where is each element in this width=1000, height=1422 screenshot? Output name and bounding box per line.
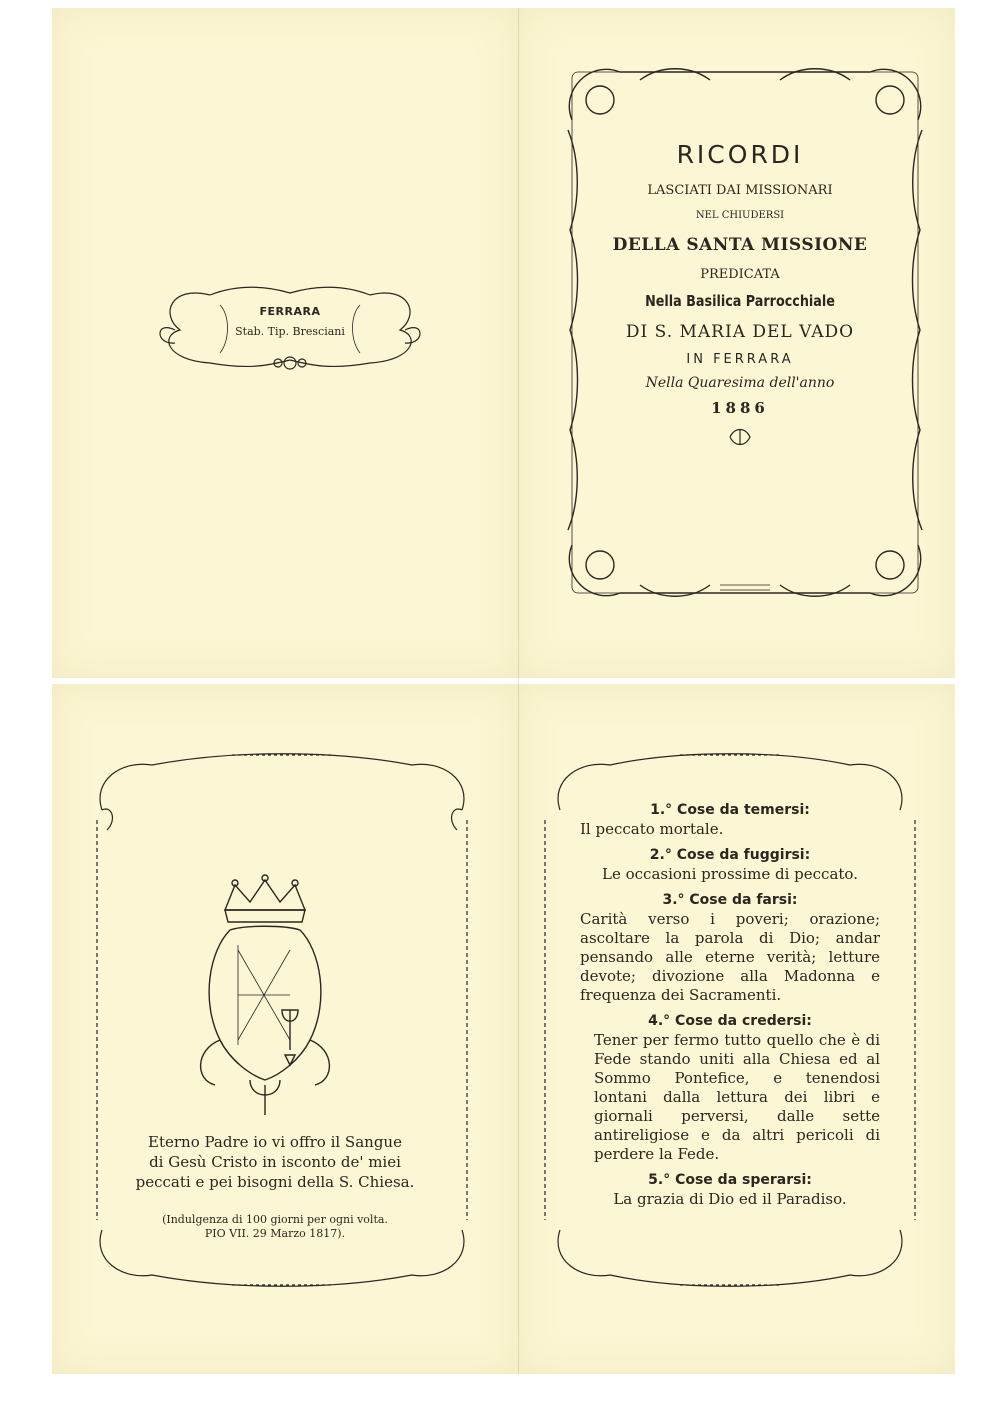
prayer-line: Eterno Padre io vi offro il Sangue: [148, 1133, 402, 1151]
title-line-6: DI S. MARIA DEL VADO: [625, 322, 855, 342]
ricordi-text-4: Tener per fermo tutto quello che è di Fede stando uniti alla Chiesa ed al Sommo Pontefice, e tenendosi lontani dalla lettura dei libri e giornali perversi, dalle sette antireligiose e da altri pericoli di perdere la Fede.: [594, 1031, 880, 1163]
title-line-2: NEL CHIUDERSI: [695, 210, 785, 221]
title-block: [560, 140, 920, 451]
coat-of-arms-icon: [190, 870, 340, 1120]
ricordi-text-3: Carità verso i poveri; orazione; ascoltare la parola di Dio; andar pensando alle eterne verità; letture devote; divozione alla Madonna e frequenza dei Sacramenti.: [580, 910, 880, 1004]
ricordi-heading-1: 1.° Cose da temersi:: [650, 802, 810, 818]
fleuron-icon: [560, 427, 920, 451]
indulgence-note: [110, 1213, 440, 1241]
title-line-8: Nella Quaresima dell'anno: [645, 375, 835, 391]
title-year: 1886: [711, 399, 769, 417]
ricordi-text-2: Le occasioni prossime di peccato.: [602, 865, 858, 883]
prayer-line: peccati e pei bisogni della S. Chiesa.: [135, 1173, 415, 1191]
page-title: RICORDI: [676, 140, 804, 169]
ricordi-text-5: La grazia di Dio ed il Paradiso.: [613, 1190, 847, 1208]
ricordi-heading-2: 2.° Cose da fuggirsi:: [649, 847, 811, 863]
colophon-printer: Stab. Tip. Bresciani: [235, 325, 345, 338]
ricordi-heading-3: 3.° Cose da farsi:: [662, 892, 798, 908]
title-line-1: LASCIATI DAI MISSIONARI: [647, 183, 833, 198]
indulgence-line: (Indulgenza di 100 giorni per ogni volta.: [162, 1213, 388, 1226]
prayer-text: [110, 1132, 440, 1192]
ricordi-list: [580, 802, 880, 1209]
indulgence-line: PIO VII. 29 Marzo 1817).: [204, 1227, 346, 1240]
ricordi-text-1: Il peccato mortale.: [580, 820, 724, 838]
title-line-7: IN FERRARA: [686, 352, 794, 367]
fold-line: [518, 8, 519, 1374]
title-line-5: Nella Basilica Parrocchiale: [645, 292, 835, 310]
ricordi-heading-4: 4.° Cose da credersi:: [648, 1013, 812, 1029]
colophon-city: FERRARA: [259, 305, 321, 318]
prayer-line: di Gesù Cristo in isconto de' miei: [149, 1153, 401, 1171]
title-line-3: DELLA SANTA MISSIONE: [612, 235, 868, 255]
ricordi-heading-5: 5.° Cose da sperarsi:: [648, 1172, 812, 1188]
colophon: [150, 275, 430, 385]
title-line-4: PREDICATA: [700, 267, 780, 282]
